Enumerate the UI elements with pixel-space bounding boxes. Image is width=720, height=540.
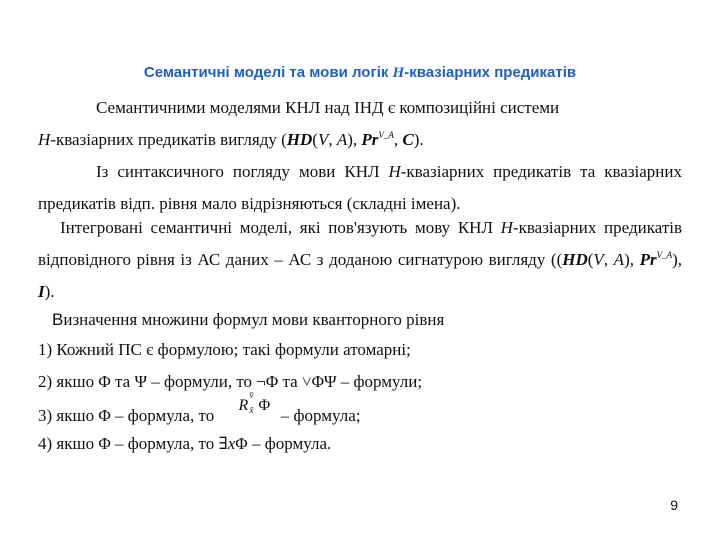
p3-end: ).: [44, 282, 55, 301]
item-4-x: x: [227, 434, 236, 453]
paragraph-semantic-models: Семантичними моделями КНЛ над ІНД є композиційні системи H-квазіарних предикатів вигляду (HD(V, A), $Pr^{V\_A}$, C).: [38, 98, 560, 149]
item-4-post: Φ – формула.: [235, 434, 332, 453]
paragraph-integrated-models: Інтегровані семантичні моделі, які пов'язують мову КНЛ H-квазіарних предикатів відповідного рівня із АС даних – АС з доданою сигнатурою вигляду ((HD(V, A), $Pr^{V\_A}$), I).: [38, 218, 682, 301]
p3-h: H: [500, 218, 513, 237]
p1-end: ).: [413, 130, 424, 149]
item-3-pre: 3) якшо Φ – формула, то: [38, 406, 219, 425]
page-number: 9: [670, 497, 678, 513]
paragraph-syntax: [38, 156, 682, 220]
slide-title: [0, 64, 720, 82]
list-item-3: [38, 390, 361, 426]
p3-text2: -квазіарних предикатів відповідного рівня із АС даних – АС з доданою сигнатурою вигляду ((: [38, 218, 682, 269]
renomination-phi: Φ: [258, 397, 271, 414]
renomination-sub: x̄: [249, 405, 254, 415]
p3-pr: Pr: [639, 250, 657, 269]
p2-h: H: [388, 162, 401, 181]
p1-a: A: [336, 130, 348, 149]
p1-text1: Семантичними моделями КНЛ над ІНД є композиційні системи: [96, 98, 560, 117]
p1-h: H: [38, 130, 51, 149]
p3-v: V: [593, 250, 604, 269]
list-item-1: [38, 340, 411, 360]
p3-i: I: [38, 282, 45, 301]
p3-a: A: [613, 250, 625, 269]
p2-text1: Із синтаксичного погляду мови КНЛ: [96, 162, 389, 181]
item-2-text: 2) якшо Φ та Ψ – формули, то ¬Φ та ˅ΦΨ – формули;: [38, 372, 423, 391]
p3-text1: Інтегровані семантичні моделі, які пов'язують мову КНЛ: [60, 218, 501, 237]
renomination-sup: v̄: [249, 390, 254, 400]
renomination-symbol: [219, 390, 277, 423]
list-item-4: [38, 434, 331, 454]
definition-heading: [52, 310, 444, 330]
p1-pr: Pr: [361, 130, 379, 149]
p1-c: C: [402, 130, 414, 149]
item-4-pre: 4) якшо Φ – формула, то ∃: [38, 434, 228, 453]
item-1-text: 1) Кожний ПС є формулою; такі формули атомарні;: [38, 340, 411, 359]
definition-first-letter: В: [52, 310, 64, 329]
title-pre: Семантичні моделі та мови логік: [143, 64, 393, 81]
p1-pr-sup: V_A: [378, 130, 394, 140]
renomination-R: R: [238, 397, 249, 414]
title-h: H: [392, 65, 405, 81]
title-post: -квазіарних предикатів: [404, 64, 577, 81]
list-item-2: [38, 372, 422, 392]
p2-text2: -квазіарних предикатів та квазіарних предикатів відп. рівня мало відрізняються (складні імена).: [38, 162, 682, 213]
definition-rest: изначення множини формул мови кванторного рівня: [63, 310, 445, 329]
p1-v: V: [317, 130, 329, 149]
item-3-post: – формула;: [276, 406, 361, 425]
p1-text2: -квазіарних предикатів вигляду (: [50, 130, 287, 149]
p1-hd: HD: [286, 130, 313, 149]
p3-hd: HD: [562, 250, 588, 269]
p3-pr-sup: V_A: [656, 250, 673, 260]
